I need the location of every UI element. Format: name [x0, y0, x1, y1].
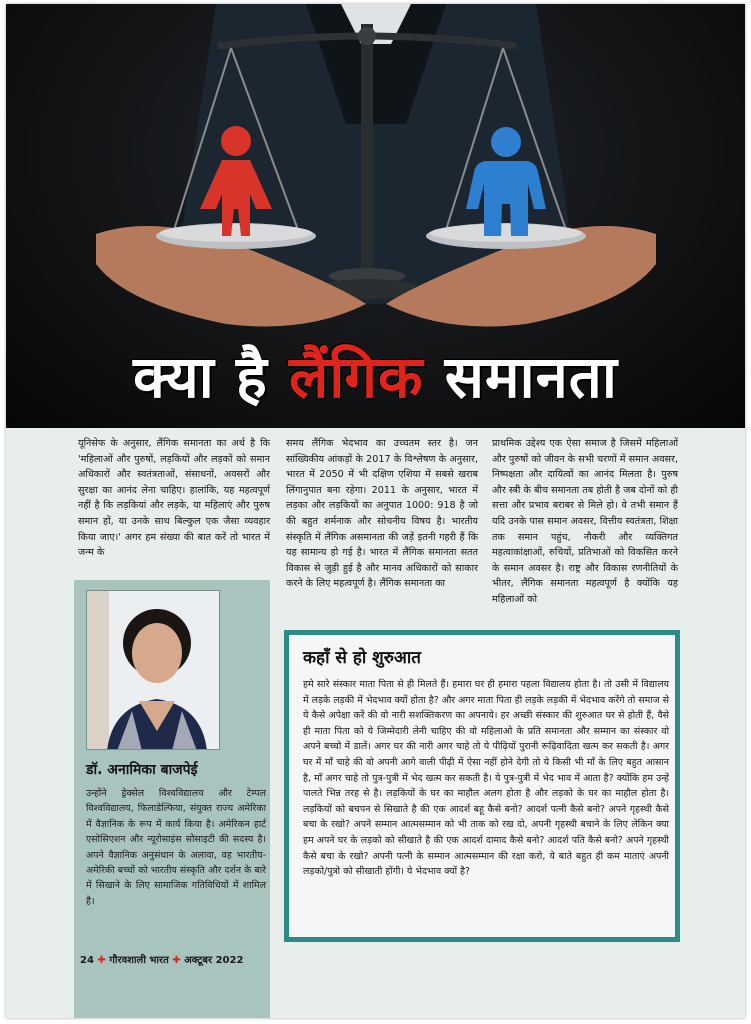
highlight-box	[284, 630, 680, 942]
cross-icon: ✚	[97, 955, 106, 966]
issue-date: अक्टूबर 2022	[184, 955, 244, 966]
article-column-2: समय लैंगिक भेदभाव का उच्चतम स्तर है। जन सांख्यिकीय आंकड़ों के 2017 के विश्लेषण के अनुसार, भारत में 2050 में भी दक्षिण एशिया में सबसे खराब लिंगानुपात बना रहेगा। 2011 के अनुसार, भारत में लड़का और लड़कियों का अनुपात 1000: 918 है जो की बहुत शर्मनाक और सोचनीय विषय है। भारतीय संस्कृति में लैंगिक असमानता की जड़ें इतनी गहरी हैं कि यह सामान्य हो गई है। भारत में लैंगिक समानता सतत विकास से जुड़ी हुई है और मानव अधिकारों को साकार करने के लिए महत्वपूर्ण है। लैंगिक समानता का	[286, 438, 478, 590]
hero-image	[6, 4, 745, 428]
author-portrait-icon	[87, 591, 220, 750]
author-name: डॉ. अनामिका बाजपेई	[86, 762, 198, 778]
author-bio: उन्होंने ड्रेक्सेल विश्वविद्यालय और टेम्पल विश्वविद्यालय, फिलाडेल्फिया, संयुक्त राज्य अमेरिका में वैज्ञानिक के रूप में कार्य किया है। अमेरिकन हार्ट एसोसिएशन और न्यूरोसाइंस सोसाइटी की सदस्य है। अपने वैज्ञानिक अनुसंधान के अलावा, वह भारतीय-अमेरिकी बच्चों को भारतीय संस्कृति और दर्शन के बारे में सिखाने के लिए सामाजिक गतिविधियों में शामिल है।	[86, 788, 266, 907]
magazine-name: गौरवशाली भारत	[109, 955, 169, 966]
box-title: कहाँ से हो शुरुआत	[303, 648, 421, 668]
box-text: हमे सारे संस्कार माता पिता से ही मिलते हैं। हमारा घर ही हमारा पहला विद्यालय होता है। तो उसी में विद्यालय में लड़के लड़की में भेदभाव क्यों होता है? और अगर माता पिता ही लड़के लड़की में भेदभाव करेंगे तो समाज से ये कैसे अपेक्षा करें की वो नारी सशक्तिकरण का अपनाये। हर अच्छी संस्कार की शुरुआत घर से होती हैं, वैसे ही माता पिता को ये जिम्मेदारी लेनी चाहिए की वो महिलाओ के प्रति समानता और सम्मान का संस्कार वो अपने बच्चो में डालें। अगर घर की नारी अगर चाहे तो ये पीढ़ियों पुरानी रूढ़िवादिता खत्म कर सकती है। अगर घर में माँ चाहे की वो अपनी आगे वाली पीढ़ी में ऐसा नहीं होने देगी तो ये किसी भी माँ के लिए बहुत आसान है, माँ अगर चाहे तो पुत्र-पुत्री में भेद खत्म कर सकती है। ये पुत्र-पुत्री में भेद भाव में आता है? क्योंकि हम उन्हें पालते भिन्न तरह से है। लड़कियों के घर का माहौल अलग होता है और लड़को के घर का माहौल होता है। लड़कियों को बचपन से सिखाते है की एक आदर्श बहू कैसे बनो? आदर्श पत्नी कैसे बनो? अपने गृहस्थी कैसे बचा के रखो? अपने सम्मान आत्मसम्मान को भी ताक को रख दो, अपनी गृहस्थी बचाने के लिए लेकिन क्या हम अपने घर के लड़को को सीखाते है की एक आदर्श दामाद कैसे बनो? आदर्श पति कैसे बनो? अपने गृहस्थी कैसे बचा के रखो? अपनी पत्नी के सम्मान आत्मसम्मान की रक्षा करो, ये बाते बहुत ही कम माताएं अपनी लड़को/पुत्रो को सीखाती होंगी। ये भेदभाव क्यों है?	[303, 679, 669, 878]
author-panel	[74, 580, 270, 1018]
article-column-3: प्राथमिक उद्देश्य एक ऐसा समाज है जिसमें महिलाओं और पुरुषों को जीवन के सभी चरणों में समान अवसर, निष्पक्षता और दायित्वों का आनंद मिलता है। पुरुष और स्त्री के बीच समानता तब होती है जब दोनों को ही सत्ता और प्रभाव बराबर से मिले हो। वे तभी समान हैं यदि उनके पास समान अवसर, वित्तीय स्वतंत्रता, शिक्षा तक समान पहुंच, नौकरी और व्यक्तिगत महत्वाकांक्षाओं, रुचियों, प्रतिभाओं को विकसित करने के समान अवसर है। राष्ट्र और विकास रणनीतियों के भीतर, लैंगिक समानता महत्वपूर्ण है क्योंकि यह महिलाओं को	[492, 438, 678, 605]
author-photo	[86, 590, 220, 750]
article-headline: क्या है लैंगिक समानता	[133, 343, 618, 411]
article-column-1: यूनिसेफ के अनुसार, लैंगिक समानता का अर्थ है कि 'महिलाओं और पुरुषों, लड़कियों और लड़कों को समान अधिकारों और स्वतंत्रताओं, संसाधनों, अवसरों और सुरक्षा का आनंद लेना चाहिए। हालांकि, यह महत्वपूर्ण नहीं है कि लड़कियां और लड़के, या महिलाएं और पुरुष समान हों, या उनके साथ बिल्कुल एक जैसा व्यवहार किया जाए।' अगर हम संख्या की बात करें तो भारत में जन्म के	[78, 438, 270, 559]
magazine-page	[6, 4, 745, 1018]
cross-icon: ✚	[172, 955, 181, 966]
page-number: 24	[80, 955, 94, 966]
page-footer	[80, 952, 270, 966]
